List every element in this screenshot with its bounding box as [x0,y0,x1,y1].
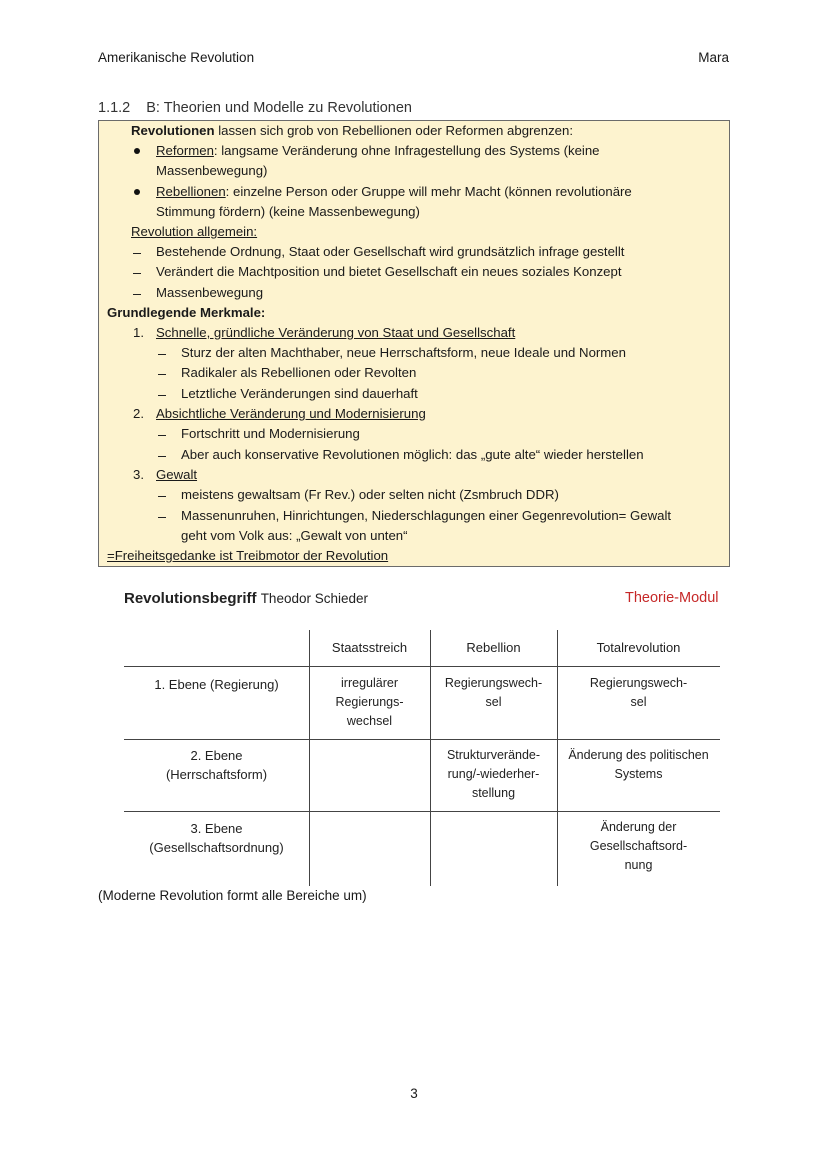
merkmal-item: Sturz der alten Machthaber, neue Herrschaftsform, neue Ideale und Normen [181,345,626,360]
figure-author: Theodor Schieder [260,591,369,606]
bullet-dot-icon [134,148,140,154]
merkmale-heading: Grundlegende Merkmale: [107,305,266,320]
table-cell [557,674,720,712]
figure-title [124,590,368,607]
cell-line: sel [485,695,502,709]
dash-icon [158,496,166,497]
rebellionen-line-2: Stimmung fördern) (keine Massenbewegung) [156,204,420,219]
column-header: Totalrevolution [596,640,681,655]
merkmal-item: Radikaler als Rebellionen oder Revolten [181,365,417,380]
intro-line [131,121,573,141]
dash-icon [158,374,166,375]
row-label-line: (Gesellschaftsordnung) [149,840,284,855]
intro-bold: Revolutionen [131,123,215,138]
merkmal-item: Aber auch konservative Revolutionen möglich: das „gute alte“ wieder herstellen [181,447,644,462]
table-rule [124,811,720,812]
row-label [124,746,309,784]
reformen-text: : langsame Veränderung ohne Infragestellung des Systems (keine [213,143,600,158]
figure-module-label: Theorie-Modul [625,590,719,606]
cell-line: Änderung des politischen [568,748,709,762]
section-title: B: Theorien und Modelle zu Revolutionen [146,100,412,116]
row-label-line: 3. Ebene [190,821,243,836]
table-rule [124,666,720,667]
footnote: (Moderne Revolution formt alle Bereiche um) [98,888,367,903]
merkmal-item: Massenunruhen, Hinrichtungen, Niederschlagungen einer Gegenrevolution= Gewalt [181,508,672,523]
summary-box [98,120,730,567]
section-heading [98,100,412,116]
allgemein-item: Massenbewegung [156,285,264,300]
merkmal-title: Schnelle, gründliche Veränderung von Staat und Gesellschaft [156,325,516,340]
page-number: 3 [410,1086,418,1101]
cell-line: Änderung der [600,820,677,834]
reformen-line [156,141,600,161]
cell-line: stellung [471,786,516,800]
dash-icon [158,354,166,355]
figure-title-text: Revolutionsbegriff [124,590,257,607]
merkmal-number: 2. [133,406,144,421]
merkmal-title: Absichtliche Veränderung und Modernisierung [156,406,426,421]
row-label-line: 1. Ebene (Regierung) [154,677,279,692]
table-cell [430,674,557,712]
cell-line: Strukturverände- [446,748,541,762]
merkmal-item: Letztliche Veränderungen sind dauerhaft [181,386,418,401]
row-label [124,819,309,857]
section-number: 1.1.2 [98,100,131,116]
table-cell [430,746,557,803]
reformen-term: Reformen [156,143,214,158]
rebellionen-term: Rebellionen [156,184,226,199]
header-author: Mara [698,50,729,65]
column-header: Staatsstreich [331,640,408,655]
cell-line: Gesellschaftsord- [589,839,688,853]
dash-icon [133,294,141,295]
table-cell [309,674,430,731]
intro-rest: lassen sich grob von Rebellionen oder Reformen abgrenzen: [214,123,574,138]
merkmal-item: meistens gewaltsam (Fr Rev.) oder selten nicht (Zsmbruch DDR) [181,487,559,502]
cell-line: sel [630,695,647,709]
cell-line: Regierungswech- [444,676,543,690]
table-rule [309,630,310,886]
cell-line: nung [624,858,653,872]
row-label [124,675,309,694]
conclusion: =Freiheitsgedanke ist Treibmotor der Revolution [107,548,389,563]
merkmal-item: Fortschritt und Modernisierung [181,426,360,441]
table-rule [124,739,720,740]
dash-icon [158,395,166,396]
allgemein-heading: Revolution allgemein: [131,224,258,239]
cell-line: rung/-wiederher- [447,767,540,781]
rebellionen-text: : einzelne Person oder Gruppe will mehr Macht (können revolutionäre [225,184,632,199]
table-cell [557,746,720,784]
dash-icon [133,273,141,274]
column-header: Rebellion [466,640,521,655]
allgemein-item: Verändert die Machtposition und bietet Gesellschaft ein neues soziales Konzept [156,264,622,279]
cell-line: Regierungswech- [589,676,688,690]
table-cell [557,818,720,875]
cell-line: wechsel [346,714,393,728]
merkmal-item-continuation: geht vom Volk aus: „Gewalt von unten“ [181,528,408,543]
dash-icon [158,435,166,436]
cell-line: Regierungs- [335,695,404,709]
allgemein-item: Bestehende Ordnung, Staat oder Gesellschaft wird grundsätzlich infrage gestellt [156,244,625,259]
rebellionen-line [156,182,632,202]
header-title: Amerikanische Revolution [98,50,255,65]
cell-line: irregulärer [341,676,398,690]
merkmal-title: Gewalt [156,467,198,482]
reformen-line-2: Massenbewegung) [156,163,268,178]
merkmal-number: 3. [133,467,144,482]
dash-icon [158,456,166,457]
merkmal-number: 1. [133,325,144,340]
row-label-line: (Herrschaftsform) [165,767,268,782]
dash-icon [158,517,166,518]
row-label-line: 2. Ebene [190,748,243,763]
cell-line: Systems [614,767,663,781]
bullet-dot-icon [134,189,140,195]
dash-icon [133,253,141,254]
